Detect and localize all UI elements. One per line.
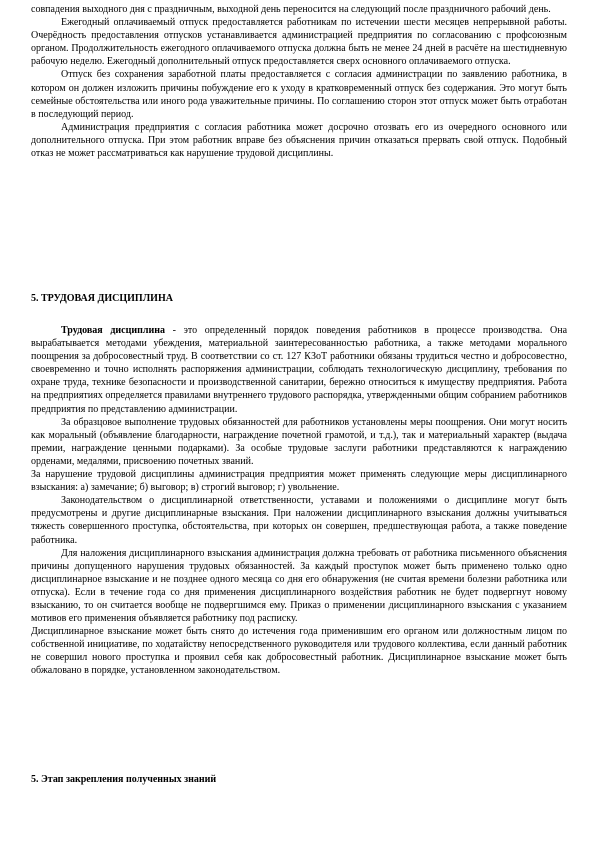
labor-discipline-section xyxy=(31,324,567,678)
section-heading-labor-discipline: 5. ТРУДОВАЯ ДИСЦИПЛИНА xyxy=(31,293,173,304)
section-heading-consolidation: 5. Этап закрепления полученных знаний xyxy=(31,774,217,785)
paragraph-penalties-list: За нарушение трудовой дисциплины администрация предприятия может применять следующие меры дисциплинарного взыскания: а) замечание; б) выговор; в) строгий выговор; г) увольнение. xyxy=(31,469,567,494)
paragraph-leave-recall: Администрация предприятия с согласия работника может досрочно отозвать его из очередного основного или дополнительного отпуска. При этом работник вправе без объяснения причин отказаться прервать свой отпуск. Подобный отказ не может рассматриваться как нарушение трудовой дисциплины. xyxy=(31,121,567,160)
term-labor-discipline: Трудовая дисциплина xyxy=(61,325,166,336)
paragraph-holiday-transfer: совпадения выходного дня с праздничным, выходной день переносится на следующий после праздничного рабочий день. xyxy=(31,4,551,15)
paragraph-discipline-definition xyxy=(31,324,567,416)
definition-text: - это определенный порядок поведения работников в процессе производства. Она вырабатывается методами убеждения, материальной заинтересованностью работника, а также методами морального поощрения за добросовестный труд. В соответствии со ст. 127 КЗоТ работники обязаны трудиться честно и добросовестно, своевременно и точно исполнять распоряжения администрации, соблюдать технологическую дисциплину, требования по охране труда, технике безопасности и производственной санитарии, бережно относиться к имуществу предприятия. Работа на предприятиях определяется правилами внутреннего трудового распорядка, утвержденными общим собранием работников предприятия по представлению администрации. xyxy=(31,325,568,415)
vacation-section xyxy=(31,3,567,160)
paragraph-other-penalties: Законодательством о дисциплинарной ответственности, уставами и положениями о дисциплине могут быть предусмотрены и другие дисциплинарные взыскания. При наложении дисциплинарного взыскания должны учитываться тяжесть совершенного проступка, обстоятельства, при которых он совершен, предшествующая работа, а также поведение работника. xyxy=(31,495,567,546)
paragraph-incentives: За образцовое выполнение трудовых обязанностей для работников установлены меры поощрения. Они могут носить как моральный (объявление благодарности, награждение почетной грамотой, и т.д.), так и материальный характер (выдача премии, награждение ценными подарками). За особые трудовые заслуги работники представляются к награждению орденами, медалями, присвоению почетных званий. xyxy=(31,416,567,467)
paragraph-unpaid-leave: Отпуск без сохранения заработной платы предоставляется с согласия администрации по заявлению работника, в котором он должен изложить причины побуждение его к уходу в кратковременный отпуск без содержания. Это могут быть семейные обстоятельства или иного рода уважительные причины. По соглашению сторон этот отпуск может быть отработан в последующий период. xyxy=(31,69,567,120)
paragraph-penalty-procedure: Для наложения дисциплинарного взыскания администрация должна требовать от работника письменного объяснения причины допущенного нарушения трудовых обязанностей. За каждый проступок может быть применено только одно дисциплинарное взыскание и не позднее одного месяца со дня его обнаружения (не считая времени болезни работника или отпуска). Если в течение года со дня применения дисциплинарного воздействия работник не будет подвергнут новому взысканию, то он считается вообще не подвергшимся ему. Приказ о применении дисциплинарного взыскания с указанием мотивов его применения объявляется работнику под расписку. xyxy=(31,547,567,625)
paragraph-penalty-removal: Дисциплинарное взыскание может быть снято до истечения года применившим его органом или должностным лицом по собственной инициативе, по ходатайству непосредственного руководителя или трудового коллектива, если данный работник не совершил нового проступка и проявил себя как добросовестный работник. Дисциплинарное взыскание может быть обжаловано в порядке, установленном законодательством. xyxy=(31,626,567,677)
paragraph-annual-leave: Ежегодный оплачиваемый отпуск предоставляется работникам по истечении шести месяцев непрерывной работы. Очерёдность предоставления отпусков устанавливается администрацией предприятия по согласованию с профсоюзным органом. Продолжительность ежегодного оплачиваемого отпуска должна быть не менее 24 дней в расчёте на шестидневную рабочую неделю. Ежегодный дополнительный отпуск предоставляется сверх основного оплачиваемого отпуска. xyxy=(31,17,567,68)
